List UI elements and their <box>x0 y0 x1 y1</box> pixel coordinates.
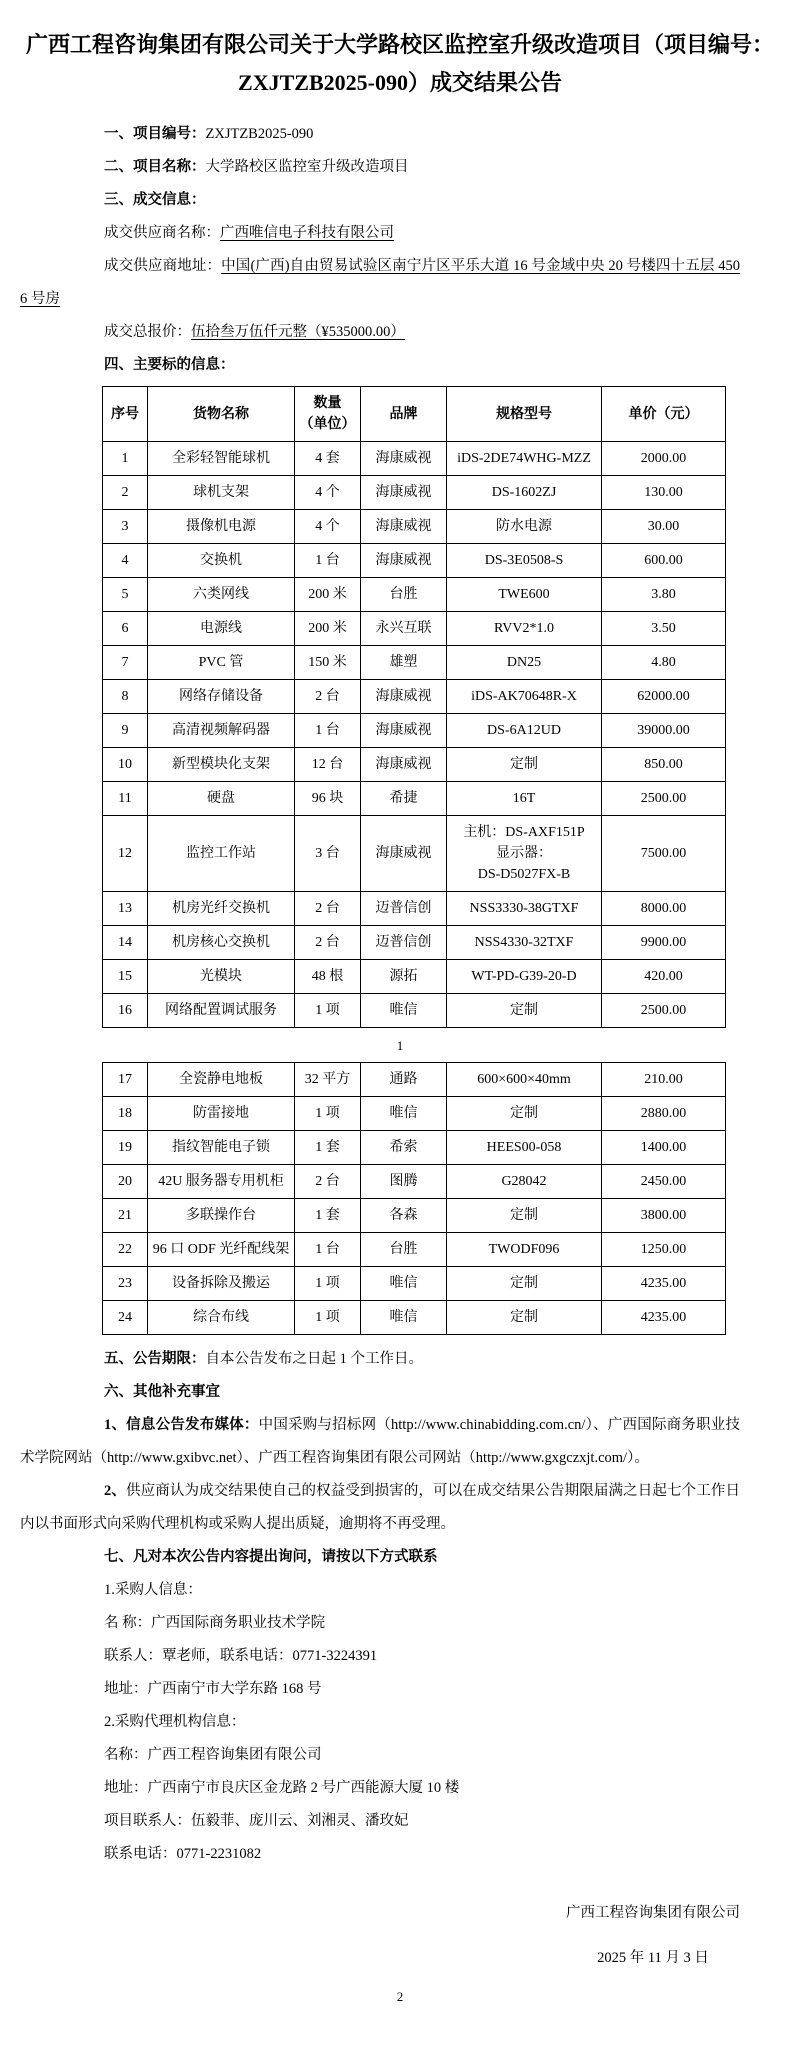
table-cell: 1 套 <box>295 1131 361 1165</box>
table-cell: 全瓷静电地板 <box>148 1063 295 1097</box>
table-row <box>103 646 726 680</box>
table-cell: 全彩轻智能球机 <box>148 442 295 476</box>
table-cell: 1 项 <box>295 1301 361 1335</box>
table-cell: 130.00 <box>602 476 726 510</box>
page-1-number: 1 <box>396 1038 404 1053</box>
supplier-name-label: 成交供应商名称： <box>104 225 220 241</box>
table-cell: 定制 <box>447 1267 602 1301</box>
table-cell: 综合布线 <box>148 1301 295 1335</box>
media-line <box>20 1409 740 1475</box>
table-cell: 1250.00 <box>602 1233 726 1267</box>
table-cell: 18 <box>103 1097 148 1131</box>
table-cell: 23 <box>103 1267 148 1301</box>
signature-date: 2025 年 11 月 3 日 <box>597 1950 709 1966</box>
table-cell: 1 项 <box>295 1267 361 1301</box>
table-cell: G28042 <box>447 1165 602 1199</box>
table-row <box>103 714 726 748</box>
table-row <box>103 1301 726 1335</box>
table-cell: 7 <box>103 646 148 680</box>
agency-phone: 联系电话：0771-2231082 <box>104 1846 262 1862</box>
table-cell: 32 平方 <box>295 1063 361 1097</box>
table-cell: 420.00 <box>602 960 726 994</box>
table-cell: 21 <box>103 1199 148 1233</box>
page-title: 广西工程咨询集团有限公司关于大学路校区监控室升级改造项目（项目编号：ZXJTZB2025-090）成交结果公告 <box>25 32 774 95</box>
table-cell: WT-PD-G39-20-D <box>447 960 602 994</box>
table-cell: 海康威视 <box>361 748 447 782</box>
table-cell: 唯信 <box>361 1097 447 1131</box>
table-row <box>103 1097 726 1131</box>
table-cell: 网络存储设备 <box>148 680 295 714</box>
table-cell: 13 <box>103 892 148 926</box>
table-cell: 1 台 <box>295 714 361 748</box>
table-row <box>103 680 726 714</box>
table-cell: 唯信 <box>361 1267 447 1301</box>
supplier-name-value: 广西唯信电子科技有限公司 <box>220 225 394 241</box>
table-cell: 1400.00 <box>602 1131 726 1165</box>
column-header: 货物名称 <box>148 387 295 442</box>
table-row <box>103 994 726 1028</box>
objection-line <box>20 1475 740 1541</box>
column-header: 数量 （单位） <box>295 387 361 442</box>
table-cell: 定制 <box>447 1199 602 1233</box>
table-cell: 唯信 <box>361 994 447 1028</box>
table-cell: 多联操作台 <box>148 1199 295 1233</box>
table-cell: TWE600 <box>447 578 602 612</box>
table-row <box>103 960 726 994</box>
table-cell: 海康威视 <box>361 476 447 510</box>
table-cell: 16T <box>447 782 602 816</box>
table-cell: 2 台 <box>295 680 361 714</box>
table-cell: 交换机 <box>148 544 295 578</box>
table-row <box>103 816 726 892</box>
table-cell: 3800.00 <box>602 1199 726 1233</box>
notice-period-value: 自本公告发布之日起 1 个工作日。 <box>205 1351 423 1367</box>
table-cell: 3 <box>103 510 148 544</box>
table-cell: 5 <box>103 578 148 612</box>
media-value: 中国采购与招标网（http://www.chinabidding.com.cn/）、广西国际商务职业技术学院网站（http://www.gxibvc.net）、广西工程咨询集团有限公司网站（http://www.gxgczxjt.com/）。 <box>20 1417 741 1466</box>
table-cell: 2 台 <box>295 926 361 960</box>
items-table-header-row <box>103 387 726 442</box>
table-cell: 通路 <box>361 1063 447 1097</box>
table-cell: 2500.00 <box>602 782 726 816</box>
table-cell: DS-6A12UD <box>447 714 602 748</box>
table-cell: TWODF096 <box>447 1233 602 1267</box>
table-cell: 海康威视 <box>361 680 447 714</box>
notice-period-label: 五、公告期限： <box>104 1351 206 1367</box>
table-cell: 机房核心交换机 <box>148 926 295 960</box>
table-cell: 16 <box>103 994 148 1028</box>
purchaser-heading: 1.采购人信息： <box>104 1582 202 1598</box>
purchaser-contact: 联系人：覃老师，联系电话：0771-3224391 <box>104 1648 378 1664</box>
table-cell: 9 <box>103 714 148 748</box>
table-cell: 3.80 <box>602 578 726 612</box>
table-cell: 防水电源 <box>447 510 602 544</box>
table-cell: 20 <box>103 1165 148 1199</box>
table-cell: 19 <box>103 1131 148 1165</box>
column-header: 品牌 <box>361 387 447 442</box>
table-cell: 1 台 <box>295 544 361 578</box>
items-table-page1 <box>102 386 726 1028</box>
project-name-value: 大学路校区监控室升级改造项目 <box>205 159 409 175</box>
table-cell: 电源线 <box>148 612 295 646</box>
project-name-line <box>20 151 740 184</box>
table-cell: 2 <box>103 476 148 510</box>
table-cell: 台胜 <box>361 1233 447 1267</box>
table-cell: 3 台 <box>295 816 361 892</box>
table-cell: 10 <box>103 748 148 782</box>
table-cell: 150 米 <box>295 646 361 680</box>
table-cell: 摄像机电源 <box>148 510 295 544</box>
table-cell: 62000.00 <box>602 680 726 714</box>
table-cell: 1 套 <box>295 1199 361 1233</box>
column-header: 单价（元） <box>602 387 726 442</box>
table-row <box>103 544 726 578</box>
table-cell: 海康威视 <box>361 714 447 748</box>
table-cell: 39000.00 <box>602 714 726 748</box>
table-row <box>103 578 726 612</box>
contact-section-heading: 七、凡对本次公告内容提出询问，请按以下方式联系 <box>104 1549 438 1565</box>
table-row <box>103 892 726 926</box>
table-cell: 8 <box>103 680 148 714</box>
table-cell: 210.00 <box>602 1063 726 1097</box>
project-name-label: 二、项目名称： <box>104 159 206 175</box>
agency-contacts: 项目联系人：伍毅菲、庞川云、刘湘灵、潘玫妃 <box>104 1813 409 1829</box>
table-row <box>103 1165 726 1199</box>
table-cell: 24 <box>103 1301 148 1335</box>
table-cell: 迈普信创 <box>361 926 447 960</box>
table-cell: 1 台 <box>295 1233 361 1267</box>
table-cell: 4 <box>103 544 148 578</box>
table-cell: 永兴互联 <box>361 612 447 646</box>
table-cell: 4 个 <box>295 510 361 544</box>
table-cell: 30.00 <box>602 510 726 544</box>
supplier-name-line <box>20 217 740 250</box>
items-heading: 四、主要标的信息： <box>104 357 235 373</box>
table-cell: 11 <box>103 782 148 816</box>
table-cell: 200 米 <box>295 612 361 646</box>
table-row <box>103 1267 726 1301</box>
column-header: 规格型号 <box>447 387 602 442</box>
purchaser-address: 地址：广西南宁市大学东路 168 号 <box>104 1681 322 1697</box>
total-price-value: 伍拾叁万伍仟元整（¥535000.00） <box>191 324 405 340</box>
table-cell: 2 台 <box>295 892 361 926</box>
table-cell: 希捷 <box>361 782 447 816</box>
notice-period-line <box>20 1343 740 1376</box>
table-cell: 希索 <box>361 1131 447 1165</box>
table-cell: 光模块 <box>148 960 295 994</box>
table-cell: RVV2*1.0 <box>447 612 602 646</box>
table-cell: 4 个 <box>295 476 361 510</box>
table-cell: 4235.00 <box>602 1301 726 1335</box>
table-cell: 4235.00 <box>602 1267 726 1301</box>
table-cell: 各森 <box>361 1199 447 1233</box>
supplier-address-line <box>20 250 740 316</box>
table-cell: 台胜 <box>361 578 447 612</box>
table-row <box>103 1233 726 1267</box>
table-cell: 海康威视 <box>361 544 447 578</box>
table-cell: 硬盘 <box>148 782 295 816</box>
table-cell: 48 根 <box>295 960 361 994</box>
page-2-number: 2 <box>396 1989 404 2004</box>
table-cell: 定制 <box>447 748 602 782</box>
supplier-address-label: 成交供应商地址： <box>104 258 222 274</box>
table-cell: 防雷接地 <box>148 1097 295 1131</box>
table-cell: 海康威视 <box>361 816 447 892</box>
column-header: 序号 <box>103 387 148 442</box>
table-cell: 1 项 <box>295 1097 361 1131</box>
table-cell: 96 块 <box>295 782 361 816</box>
table-cell: DS-1602ZJ <box>447 476 602 510</box>
table-cell: 12 台 <box>295 748 361 782</box>
table-cell: NSS3330-38GTXF <box>447 892 602 926</box>
project-number-label: 一、项目编号： <box>104 126 206 142</box>
table-cell: 定制 <box>447 1301 602 1335</box>
table-cell: 指纹智能电子锁 <box>148 1131 295 1165</box>
table-cell: 雄塑 <box>361 646 447 680</box>
table-cell: 7500.00 <box>602 816 726 892</box>
table-cell: DS-3E0508-S <box>447 544 602 578</box>
table-cell: 9900.00 <box>602 926 726 960</box>
table-cell: 600×600×40mm <box>447 1063 602 1097</box>
table-cell: 22 <box>103 1233 148 1267</box>
table-row <box>103 1199 726 1233</box>
table-cell: 2450.00 <box>602 1165 726 1199</box>
table-cell: DN25 <box>447 646 602 680</box>
table-cell: 17 <box>103 1063 148 1097</box>
table-cell: PVC 管 <box>148 646 295 680</box>
table-cell: 高清视频解码器 <box>148 714 295 748</box>
table-cell: 新型模块化支架 <box>148 748 295 782</box>
table-row <box>103 782 726 816</box>
signature-company: 广西工程咨询集团有限公司 <box>566 1905 740 1921</box>
table-cell: iDS-2DE74WHG-MZZ <box>447 442 602 476</box>
project-number-value: ZXJTZB2025-090 <box>205 126 314 142</box>
table-cell: 2880.00 <box>602 1097 726 1131</box>
table-cell: NSS4330-32TXF <box>447 926 602 960</box>
table-cell: 海康威视 <box>361 510 447 544</box>
other-matters-heading: 六、其他补充事宜 <box>104 1384 220 1400</box>
table-cell: 96 口 ODF 光纤配线架 <box>148 1233 295 1267</box>
table-cell: 主机：DS-AXF151P 显示器： DS-D5027FX-B <box>447 816 602 892</box>
table-cell: 42U 服务器专用机柜 <box>148 1165 295 1199</box>
table-cell: 网络配置调试服务 <box>148 994 295 1028</box>
table-cell: iDS-AK70648R-X <box>447 680 602 714</box>
table-row <box>103 442 726 476</box>
table-cell: 2500.00 <box>602 994 726 1028</box>
table-cell: 850.00 <box>602 748 726 782</box>
table-cell: 设备拆除及搬运 <box>148 1267 295 1301</box>
table-cell: 600.00 <box>602 544 726 578</box>
signature-block <box>566 1897 740 1975</box>
table-cell: 15 <box>103 960 148 994</box>
table-cell: 1 <box>103 442 148 476</box>
table-row <box>103 926 726 960</box>
table-cell: 3.50 <box>602 612 726 646</box>
table-cell: 源拓 <box>361 960 447 994</box>
table-cell: 2 台 <box>295 1165 361 1199</box>
table-cell: 六类网线 <box>148 578 295 612</box>
supplier-address-value: 中国(广西)自由贸易试验区南宁片区平乐大道 16 号金域中央 20 号楼四十五层 4506 号房 <box>20 258 741 307</box>
table-cell: 球机支架 <box>148 476 295 510</box>
table-cell: 8000.00 <box>602 892 726 926</box>
agency-heading: 2.采购代理机构信息： <box>104 1714 246 1730</box>
table-cell: 4.80 <box>602 646 726 680</box>
table-cell: 12 <box>103 816 148 892</box>
table-row <box>103 1063 726 1097</box>
objection-value: 供应商认为成交结果使自己的权益受到损害的，可以在成交结果公告期限届满之日起七个工作日内以书面形式向采购代理机构或采购人提出质疑，逾期将不再受理。 <box>20 1483 741 1532</box>
table-cell: 200 米 <box>295 578 361 612</box>
objection-label: 2、 <box>104 1483 126 1499</box>
total-price-line <box>20 316 740 349</box>
items-table-page2 <box>102 1062 726 1335</box>
total-price-label: 成交总报价： <box>104 324 191 340</box>
media-label: 1、信息公告发布媒体： <box>104 1417 259 1433</box>
agency-name: 名称：广西工程咨询集团有限公司 <box>104 1747 322 1763</box>
table-cell: 1 项 <box>295 994 361 1028</box>
table-cell: 迈普信创 <box>361 892 447 926</box>
agency-address: 地址：广西南宁市良庆区金龙路 2 号广西能源大厦 10 楼 <box>104 1780 460 1796</box>
table-cell: 唯信 <box>361 1301 447 1335</box>
table-row <box>103 476 726 510</box>
table-cell: 定制 <box>447 1097 602 1131</box>
table-row <box>103 1131 726 1165</box>
deal-info-heading: 三、成交信息： <box>104 192 206 208</box>
table-row <box>103 748 726 782</box>
purchaser-name: 名 称：广西国际商务职业技术学院 <box>104 1615 326 1631</box>
project-number-line <box>20 118 740 151</box>
table-cell: 14 <box>103 926 148 960</box>
table-cell: 机房光纤交换机 <box>148 892 295 926</box>
table-cell: HEES00-058 <box>447 1131 602 1165</box>
table-cell: 4 套 <box>295 442 361 476</box>
table-cell: 2000.00 <box>602 442 726 476</box>
table-cell: 图腾 <box>361 1165 447 1199</box>
table-row <box>103 510 726 544</box>
table-cell: 6 <box>103 612 148 646</box>
table-row <box>103 612 726 646</box>
table-cell: 海康威视 <box>361 442 447 476</box>
table-cell: 定制 <box>447 994 602 1028</box>
table-cell: 监控工作站 <box>148 816 295 892</box>
